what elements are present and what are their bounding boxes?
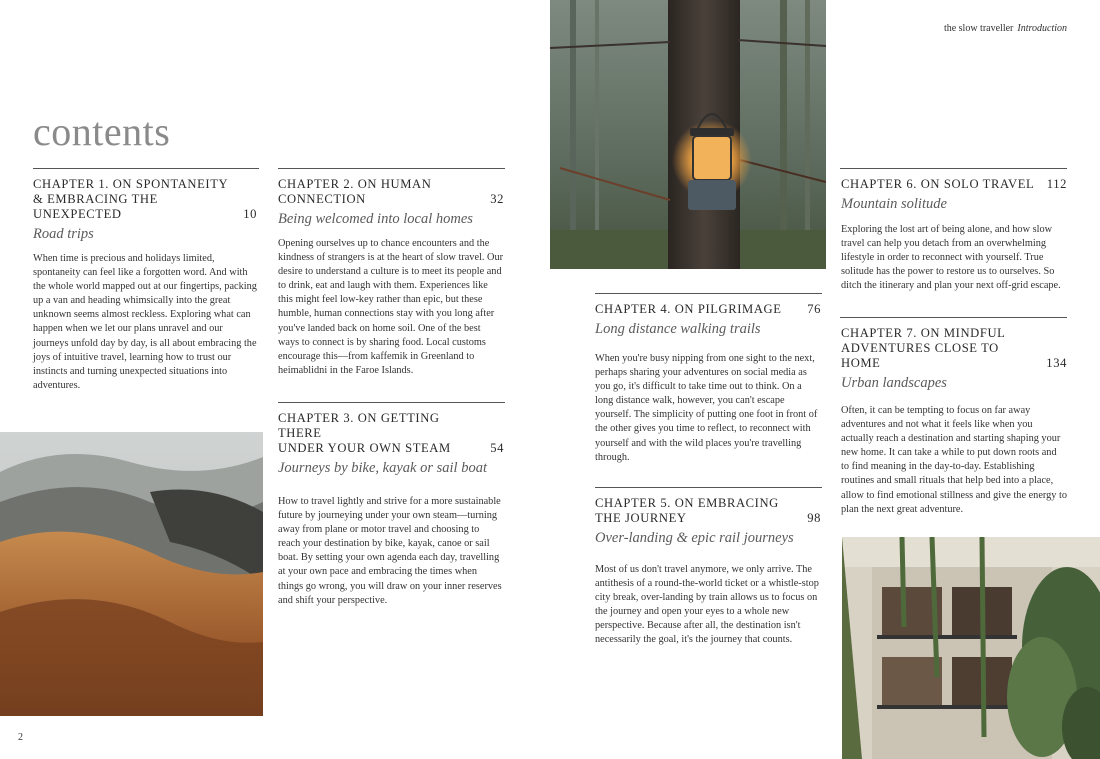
chapter-4	[595, 302, 821, 465]
divider	[840, 168, 1067, 169]
chapter-page-number: 76	[807, 302, 821, 316]
chapter-title: CHAPTER 3. ON GETTING THERE UNDER YOUR OWN STEAM	[278, 411, 451, 455]
chapter-description: When time is precious and holidays limited, spontaneity can feel like a forgotten word. And with the whole world mapped out at our fingertips, packing up a van and heading whimsically into the great unknown seems almost reckless. Exploring what can happen when we let our plans unravel and our journeys unfold day by day, is all about embracing the joys of intuitive travel, learning how to trust our instincts and turning unexpected situations into adventures.	[33, 253, 257, 391]
chapter-title: CHAPTER 2. ON HUMAN CONNECTION	[278, 177, 432, 206]
chapter-2	[278, 177, 504, 378]
divider	[595, 487, 822, 488]
divider	[840, 317, 1067, 318]
chapter-page-number: 10	[243, 207, 257, 221]
chapter-5	[595, 496, 821, 648]
chapter-page-number: 98	[807, 511, 821, 525]
chapter-description: How to travel lightly and strive for a more sustainable future by journeying under your own steam—turning away from plane or motor travel and choosing to reach your destination by bike, kayak, canoe or sail boat. By setting your own agenda each day, travelling at your own pace and embracing the times when things go wrong, you will draw on your inner reserves and shift your perspective.	[278, 496, 502, 606]
chapter-description: When you're busy nipping from one sight to the next, perhaps sharing your adventures on social media as you go, it's difficult to take time out to think. On a long distance walk, however, you can't escape yourself. The simplicity of putting one foot in front of the other gives you time to reflect, to reconnect with yourself and with the wild places you're travelling through.	[595, 353, 818, 463]
chapter-subtitle: Urban landscapes	[841, 375, 947, 391]
chapter-6	[841, 177, 1067, 293]
lantern-tree-photo	[550, 0, 826, 269]
chapter-subtitle: Long distance walking trails	[595, 321, 761, 337]
chapter-heading	[841, 177, 1067, 192]
mountain-photo	[0, 432, 263, 716]
chapter-title: CHAPTER 1. ON SPONTANEITY & EMBRACING THE UNEXPECTED	[33, 177, 229, 221]
chapter-description: Most of us don't travel anymore, we only arrive. The antithesis of a round-the-world ticket or a whistle-stop city break, over-landing by train allows us to focus on the journey and open your eyes to a whole new perspective. Because after all, the destination isn't necessarily the goal, it's the journey that counts.	[595, 564, 819, 646]
chapter-title: CHAPTER 6. ON SOLO TRAVEL	[841, 177, 1035, 191]
chapter-subtitle: Mountain solitude	[841, 196, 947, 212]
chapter-subtitle: Journeys by bike, kayak or sail boat	[278, 460, 487, 476]
chapter-title: CHAPTER 5. ON EMBRACING THE JOURNEY	[595, 496, 779, 525]
chapter-subtitle: Being welcomed into local homes	[278, 211, 473, 227]
chapter-heading	[278, 411, 504, 456]
chapter-description: Opening ourselves up to chance encounters and the kindness of strangers is at the heart of slow travel. Our desire to understand a culture is to meet its people and to drink, eat and laugh with them. Experiences like this might feel low-key rather than epic, but these humble, human connections stay with you long after you've landed back on home soil. One of the best ways to connect is by sharing food. Local customs encourage this—from kaffemik in Greenland to heimablidni in the Faroe Islands.	[278, 238, 504, 376]
chapter-subtitle: Road trips	[33, 226, 94, 242]
chapter-heading	[595, 302, 821, 317]
building-plants-photo	[842, 537, 1100, 759]
chapter-heading	[595, 496, 821, 526]
chapter-description: Often, it can be tempting to focus on far away adventures and not what it feels like when you actually reach a destination and starting shaping your new home. It can take a while to put down roots and to find meaning in the day-to-day. Establishing routines and small rituals that help bed into a place, allow to find emotional stillness and give the energy to plan the next great adventure.	[841, 405, 1068, 515]
page-number: 2	[18, 732, 23, 743]
divider	[278, 168, 505, 169]
section-title: Introduction	[1017, 23, 1067, 34]
chapter-heading	[841, 326, 1067, 371]
chapter-7	[841, 326, 1067, 517]
book-title: the slow traveller	[943, 23, 1014, 34]
divider	[595, 293, 822, 294]
chapter-page-number: 32	[490, 192, 504, 206]
chapter-1	[33, 177, 257, 393]
chapter-description: Exploring the lost art of being alone, and how slow travel can help you detach from an overwhelming lifestyle in order to reconnect with yourself. True solitude has the power to restore us to ourselves. So ditch the itinerary and plan your next off-grid escape.	[841, 224, 1061, 292]
chapter-page-number: 112	[1046, 177, 1067, 191]
divider	[33, 168, 259, 169]
chapter-page-number: 134	[1046, 356, 1067, 370]
chapter-title: CHAPTER 4. ON PILGRIMAGE	[595, 302, 782, 316]
chapter-title: CHAPTER 7. ON MINDFUL ADVENTURES CLOSE TO HOME	[841, 326, 1006, 370]
divider	[278, 402, 505, 403]
chapter-page-number: 54	[490, 441, 504, 455]
page-title: contents	[33, 109, 171, 154]
running-header	[944, 23, 1067, 34]
chapter-subtitle: Over-landing & epic rail journeys	[595, 530, 794, 546]
chapter-heading	[33, 177, 257, 222]
chapter-3	[278, 411, 504, 608]
chapter-heading	[278, 177, 504, 207]
